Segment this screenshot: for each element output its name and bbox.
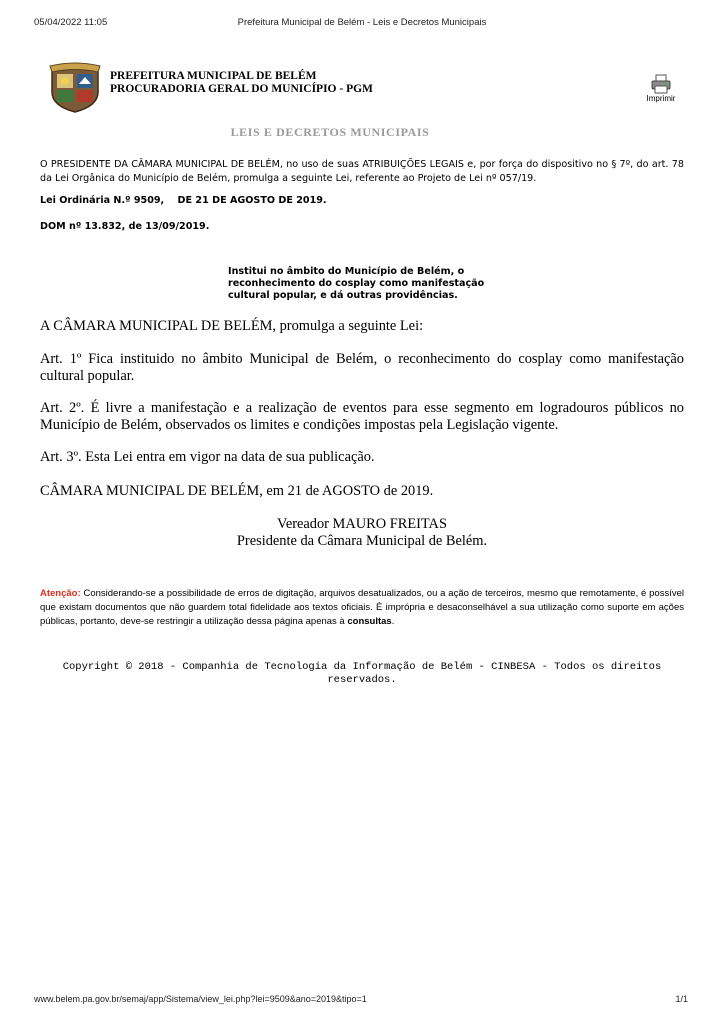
print-button[interactable] <box>638 74 684 104</box>
copyright-notice: Copyright © 2018 - Companhia de Tecnologia da Informação de Belém - CINBESA - Todos os direitos reservados. <box>62 661 662 686</box>
law-number: Lei Ordinária N.º 9509, DE 21 DE AGOSTO DE 2019. <box>40 195 327 206</box>
print-header-datetime: 05/04/2022 11:05 <box>34 17 108 28</box>
disclaimer-notice <box>40 587 684 629</box>
print-footer-page-number: 1/1 <box>675 994 688 1004</box>
law-summary-ementa: Institui no âmbito do Município de Belém, o reconhecimento do cosplay como manifestação cultural popular, e dá outras providências. <box>228 266 485 301</box>
article-2: Art. 2º. É livre a manifestação e a realização de eventos para esse segmento em logradouros públicos no Município de Belém, observados os limites e condições impostas pela Legislação vigente. <box>40 400 684 433</box>
organization-name: PREFEITURA MUNICIPAL DE BELÉM <box>110 70 317 82</box>
print-header-page-title: Prefeitura Municipal de Belém - Leis e Decretos Municipais <box>237 17 487 28</box>
print-button-label: Imprimir <box>646 94 676 103</box>
organization-department: PROCURADORIA GERAL DO MUNICÍPIO - PGM <box>110 83 373 95</box>
closing-statement: CÂMARA MUNICIPAL DE BELÉM, em 21 de AGOSTO de 2019. <box>40 483 434 499</box>
city-crest-logo <box>48 62 102 114</box>
signatory-name: Vereador MAURO FREITAS <box>277 516 447 532</box>
article-1: Art. 1º Fica instituido no âmbito Municipal de Belém, o reconhecimento do cosplay como manifestação cultural popular. <box>40 351 684 384</box>
signatory-role: Presidente da Câmara Municipal de Belém. <box>236 533 488 549</box>
disclaimer-label: Atenção: <box>40 588 81 599</box>
disclaimer-end: . <box>391 616 395 627</box>
disclaimer-emphasis: consultas <box>347 616 392 627</box>
disclaimer-text: Considerando-se a possibilidade de erros de digitação, arquivos desatualizados, ou a ação de terceiros, mesmo que remotamente, é possível que existam documentos que não guardem total fidelidade aos textos oficiais. É imprópria e desaconselhável a sua utilização como suporte em ações públicas, portanto, deve-se restringir a utilização dessa página apenas à <box>40 588 684 627</box>
enacting-clause: A CÂMARA MUNICIPAL DE BELÉM, promulga a seguinte Lei: <box>40 318 424 334</box>
section-title: LEIS E DECRETOS MUNICIPAIS <box>230 125 430 139</box>
article-3: Art. 3º. Esta Lei entra em vigor na data de sua publicação. <box>40 449 375 465</box>
printer-icon <box>650 74 672 94</box>
official-gazette-reference: DOM nº 13.832, de 13/09/2019. <box>40 221 210 232</box>
print-footer-url: www.belem.pa.gov.br/semaj/app/Sistema/view_lei.php?lei=9509&ano=2019&tipo=1 <box>34 994 367 1004</box>
preamble: O PRESIDENTE DA CÂMARA MUNICIPAL DE BELÉM, no uso de suas ATRIBUIÇÕES LEGAIS e, por força do dispositivo no § 7º, do art. 78 da Lei Orgânica do Município de Belém, promulga a seguinte Lei, referente ao Projeto de Lei nº 057/19. <box>40 159 684 184</box>
